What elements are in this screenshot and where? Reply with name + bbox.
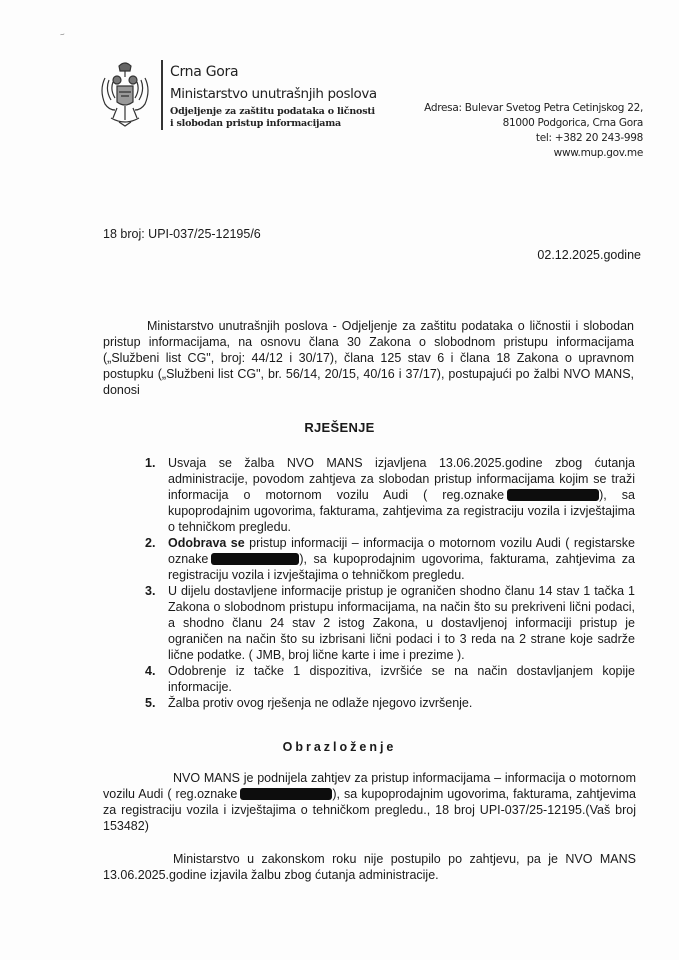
item-number: 2. <box>145 536 156 550</box>
decision-title: RJEŠENJE <box>304 420 375 435</box>
scan-mark: ~ <box>58 29 66 40</box>
intro-paragraph: Ministarstvo unutrašnjih poslova - Odjeljenje za zaštitu podataka o ličnostii i slobodan pristup informacijama, na osnovu člana 30 Zakona o slobodnom pristupu informacijama („Službeni list CG", broj: 44/12 i 30/17), člana 125 stav 6 i člana 18 Zakona o upravnom postupku („Službeni list CG", br. 56/14, 20/15, 40/16 i 37/17), postupajući po žalbi NVO MANS, donosi <box>103 319 634 397</box>
item-text: U dijelu dostavljene informacije pristup je ograničen shodno članu 14 stav 1 tačka 1 Zakona o slobodnom pristupu informacijama, na način što su prekriveni lični podaci, a shodno članu 24 stav 2 istog Zakona, u dostavljenoj informaciji pristup je ograničen na način što su izbrisani lični podaci i to 3 reda na 2 strane koje sadrže lične podatke. ( JMB, broj lične karte i ime i prezime ). <box>168 584 635 662</box>
decision-item <box>145 695 635 711</box>
item-number: 5. <box>145 696 156 710</box>
item-text-after: ), sa kupoprodajnim ugovorima, fakturama, zahtjevima za registraciju vozila i izvještajima o tehničkom pregledu. <box>168 488 636 534</box>
ministry-name: Ministarstvo unutrašnjih poslova <box>170 86 377 102</box>
reasoning-title: Obrazloženje <box>282 740 397 754</box>
address-line1: Adresa: Bulevar Svetog Petra Cetinjskog 22, <box>424 102 643 114</box>
item-text: Žalba protiv ovog rješenja ne odlaže njegovo izvršenje. <box>168 696 473 710</box>
item-text-before: Usvaja se žalba NVO MANS izjavljena 13.06.2025.godine zbog ćutanja administracije, povodom zahtjeva za slobodan pristup informacijama kojim se traži informacija o motornom vozilu Audi ( reg.oznake <box>168 456 635 502</box>
montenegro-coat-of-arms-icon <box>97 60 153 130</box>
decision-item <box>145 535 635 583</box>
document-date: 02.12.2025.godine <box>537 248 641 262</box>
website: www.mup.gov.me <box>553 147 643 159</box>
letterhead <box>95 58 395 138</box>
redaction-box <box>240 788 332 800</box>
redaction-box <box>211 553 299 565</box>
reference-number: 18 broj: UPI-037/25-12195/6 <box>103 227 261 241</box>
item-text-before: pristup informaciji – informacija o motornom vozilu Audi ( registarske oznake <box>168 536 635 566</box>
address-block <box>424 101 643 161</box>
item-number: 3. <box>145 584 156 598</box>
header-divider <box>161 60 163 130</box>
decision-item <box>145 455 635 535</box>
reasoning-paragraph-1 <box>103 770 636 834</box>
item-bold-text: Odobrava se <box>168 536 245 550</box>
paragraph-text-before: NVO MANS je podnijela zahtjev za pristup informacijama – informacija o motornom vozilu Audi ( reg.oznake <box>103 771 636 801</box>
decision-list <box>145 455 635 711</box>
item-number: 4. <box>145 664 156 678</box>
phone: tel: +382 20 243-998 <box>535 132 643 144</box>
reasoning-paragraph-2: Ministarstvo u zakonskom roku nije postupilo po zahtjevu, pa je NVO MANS 13.06.2025.godine izjavila žalbu zbog ćutanja administracije. <box>103 852 636 882</box>
item-text: Odobrenje iz tačke 1 dispozitiva, izvršiće se na način dostavljanjem kopije informacije. <box>168 664 635 694</box>
department-name-line1: Odjeljenje za zaštitu podataka o ličnosti <box>170 106 375 117</box>
decision-item <box>145 663 635 695</box>
item-text-after: ), sa kupoprodajnim ugovorima, fakturama, zahtjevima za registraciju vozila i izvještajima o tehničkom pregledu. <box>168 552 635 582</box>
decision-item <box>145 583 635 663</box>
department-name-line2: i slobodan pristup informacijama <box>170 118 341 129</box>
address-line2: 81000 Podgorica, Crna Gora <box>502 117 643 129</box>
redaction-box <box>507 489 599 501</box>
country-name: Crna Gora <box>170 64 239 80</box>
paragraph-text-after: ), sa kupoprodajnim ugovorima, fakturama, zahtjevima za registraciju vozila i izvještajima o tehničkom pregledu., 18 broj UPI-037/25-12195.(Vaš broj 153482) <box>103 787 636 833</box>
item-number: 1. <box>145 456 156 470</box>
